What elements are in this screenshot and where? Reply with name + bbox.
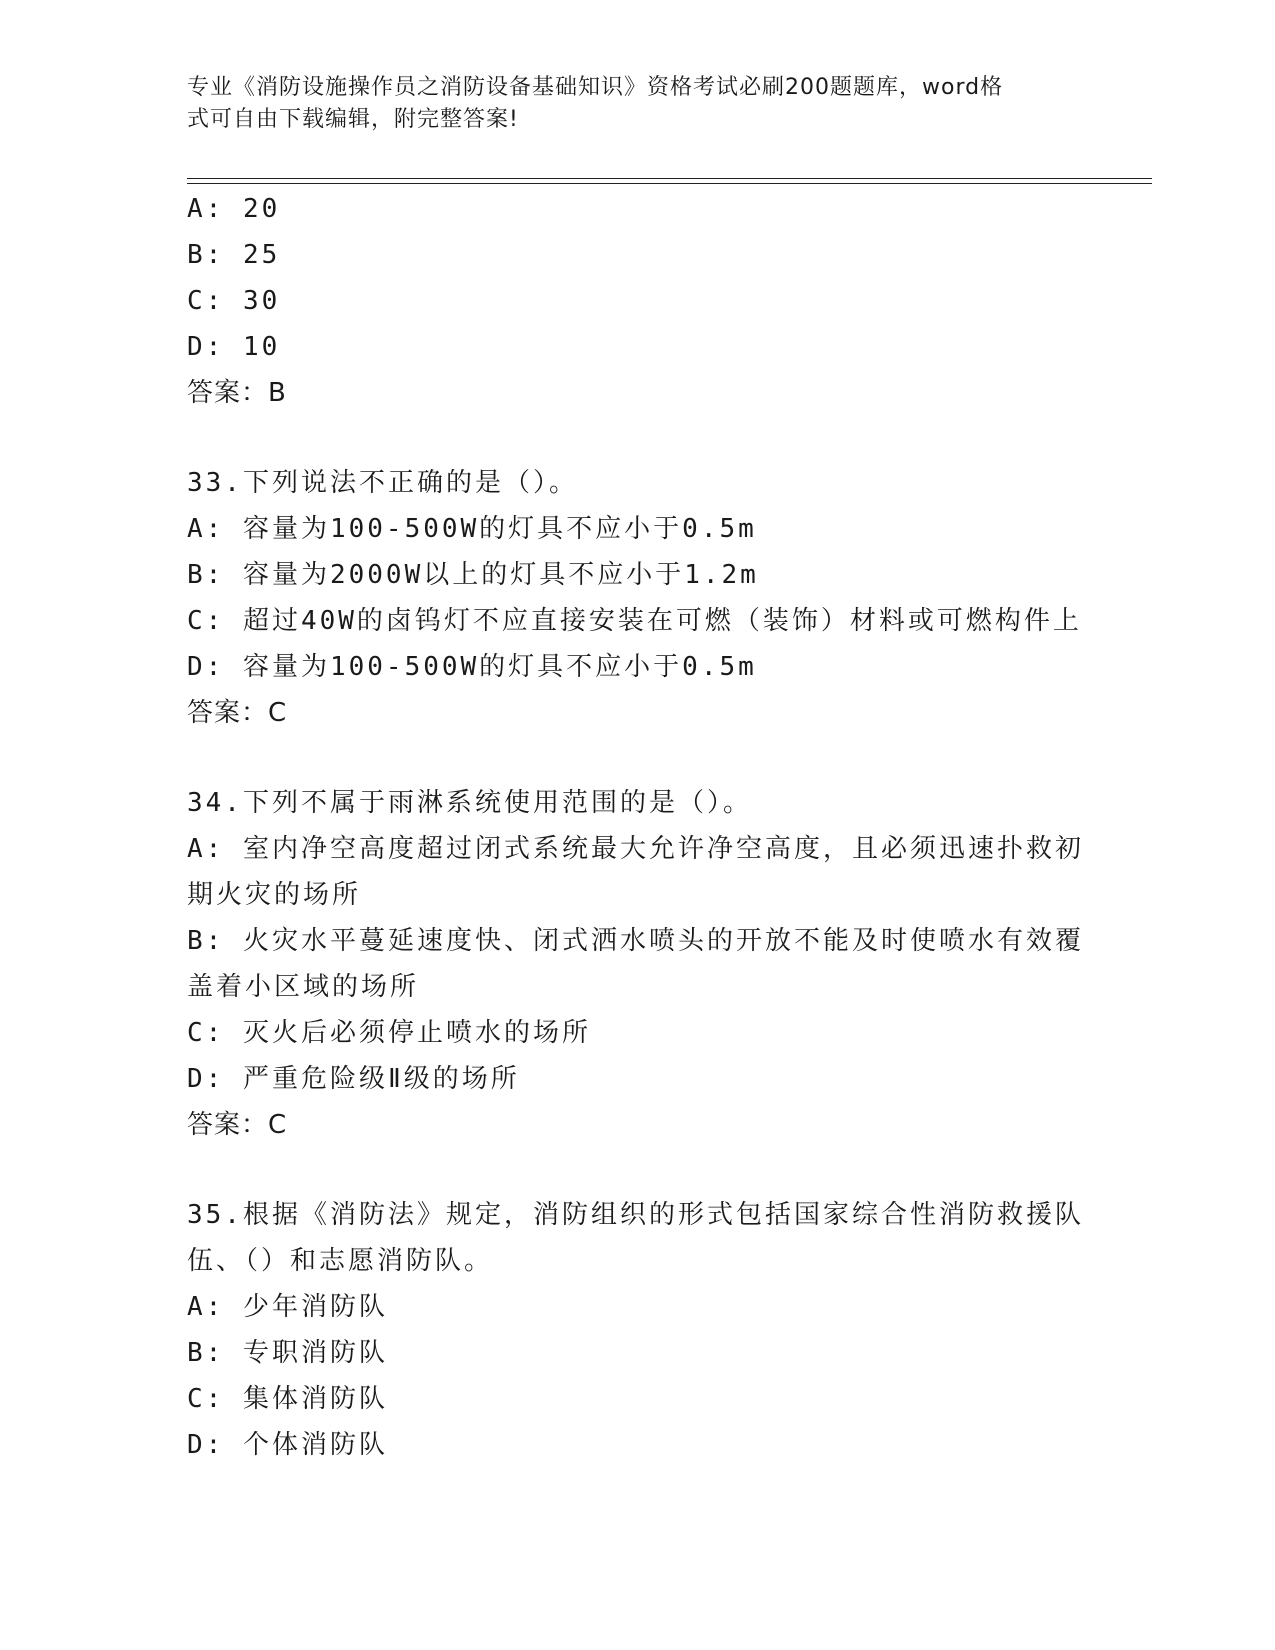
spacer (187, 736, 1087, 780)
question-stem-line-2: 伍、（）和志愿消防队。 (187, 1246, 494, 1276)
answer: 答案：C (187, 1110, 288, 1140)
option-b: B: 专职消防队 (187, 1338, 388, 1368)
spacer (187, 416, 1087, 460)
question-33 (187, 460, 1087, 736)
option-d: D: 个体消防队 (187, 1430, 388, 1460)
option-a: A: 少年消防队 (187, 1292, 388, 1322)
question-35 (187, 1192, 1087, 1468)
option-c: C: 集体消防队 (187, 1384, 388, 1414)
option-b: B: 容量为2000W以上的灯具不应小于1.2m (187, 560, 759, 590)
option-d: D: 严重危险级Ⅱ级的场所 (187, 1064, 520, 1094)
option-d: D: 10 (187, 332, 281, 362)
option-b: B: 25 (187, 240, 281, 270)
question-content (187, 186, 1087, 1468)
answer: 答案：C (187, 698, 288, 728)
spacer (187, 1148, 1087, 1192)
option-b-line-1: B: 火灾水平蔓延速度快、闭式洒水喷头的开放不能及时使喷水有效覆 (187, 926, 1084, 956)
header-divider-top (187, 178, 1152, 179)
option-a: A: 20 (187, 194, 281, 224)
option-a-line-2: 期火灾的场所 (187, 880, 362, 910)
header-title-line-1: 专业《消防设施操作员之消防设备基础知识》资格考试必刷200题题库，word格 (187, 75, 1004, 100)
document-header (187, 72, 1067, 136)
option-d: D: 容量为100-500W的灯具不应小于0.5m (187, 652, 757, 682)
option-c: C: 灭火后必须停止喷水的场所 (187, 1018, 591, 1048)
question-32-tail (187, 186, 1087, 416)
question-stem: 33.下列说法不正确的是（）。 (187, 468, 578, 498)
question-34 (187, 780, 1087, 1148)
answer: 答案：B (187, 378, 287, 408)
question-stem-line-1: 35.根据《消防法》规定，消防组织的形式包括国家综合性消防救援队 (187, 1200, 1084, 1230)
question-stem: 34.下列不属于雨淋系统使用范围的是（）。 (187, 788, 752, 818)
option-b-line-2: 盖着小区域的场所 (187, 972, 420, 1002)
option-c: C: 30 (187, 286, 281, 316)
header-divider-bottom (187, 183, 1152, 184)
option-a: A: 容量为100-500W的灯具不应小于0.5m (187, 514, 757, 544)
option-c: C: 超过40W的卤钨灯不应直接安装在可燃（装饰）材料或可燃构件上 (187, 606, 1082, 636)
option-a-line-1: A: 室内净空高度超过闭式系统最大允许净空高度，且必须迅速扑救初 (187, 834, 1084, 864)
header-title-line-2: 式可自由下载编辑，附完整答案! (187, 107, 519, 132)
